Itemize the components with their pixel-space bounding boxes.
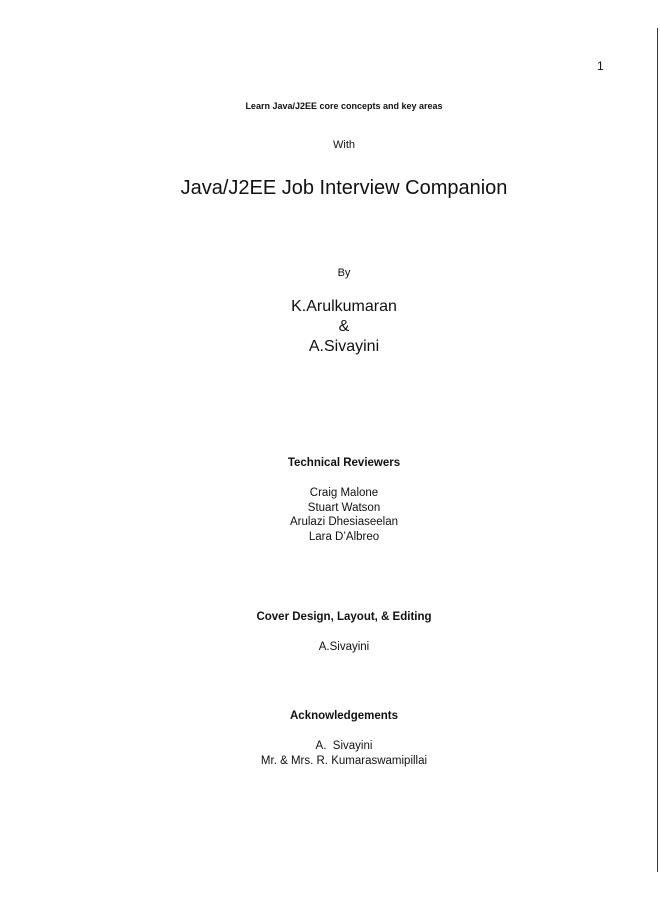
reviewer-name: Arulazi Dhesiaseelan bbox=[289, 516, 399, 529]
with-label: With bbox=[333, 139, 355, 151]
author-separator: & bbox=[338, 318, 350, 335]
page-number: 1 bbox=[597, 59, 604, 73]
technical-reviewers-heading: Technical Reviewers bbox=[287, 457, 401, 469]
tagline: Learn Java/J2EE core concepts and key areas bbox=[245, 101, 443, 111]
acknowledgements-heading: Acknowledgements bbox=[290, 710, 398, 722]
author-secondary: A.Sivayini bbox=[308, 338, 380, 355]
reviewer-name: Lara D’Albreo bbox=[308, 531, 380, 544]
cover-design-heading: Cover Design, Layout, & Editing bbox=[256, 611, 432, 623]
reviewer-name: Stuart Watson bbox=[307, 501, 381, 514]
designer-name: A.Sivayini bbox=[318, 641, 370, 653]
acknowledged-name: A. Sivayini bbox=[315, 740, 373, 752]
author-primary: K.Arulkumaran bbox=[291, 298, 397, 315]
acknowledged-name: Mr. & Mrs. R. Kumaraswamipillai bbox=[260, 754, 428, 767]
book-title: Java/J2EE Job Interview Companion bbox=[180, 177, 508, 199]
by-label: By bbox=[337, 267, 351, 279]
technical-reviewers-list bbox=[0, 486, 660, 545]
acknowledgements-list bbox=[0, 739, 660, 768]
reviewer-name: Craig Malone bbox=[309, 487, 379, 499]
authors bbox=[0, 297, 660, 357]
cover-design-list bbox=[0, 640, 660, 655]
